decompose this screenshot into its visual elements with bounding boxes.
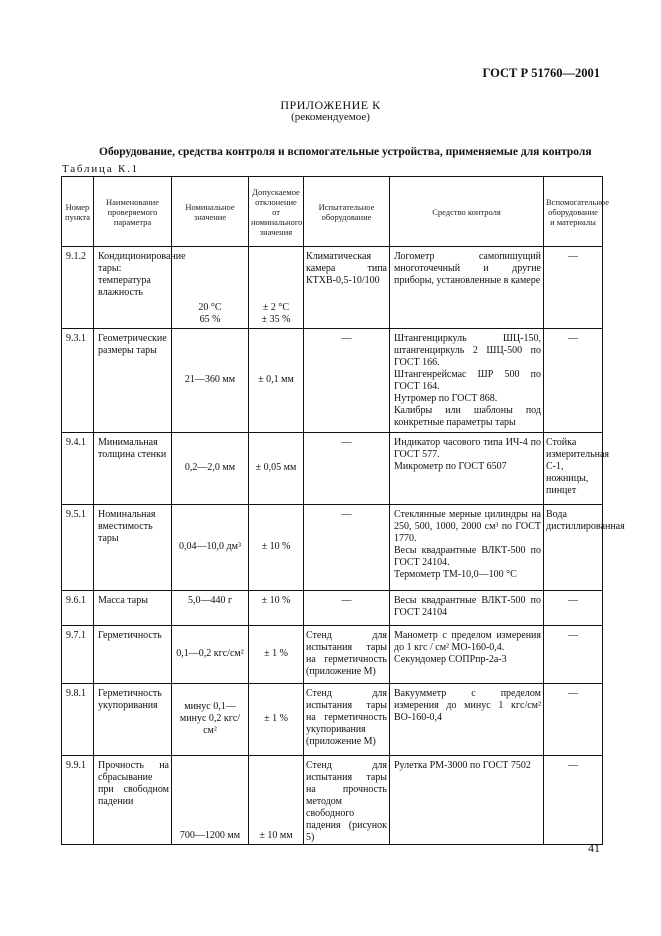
row-test-equipment: — <box>304 329 390 433</box>
row-nominal: минус 0,1—минус 0,2 кгс/см² <box>172 684 249 756</box>
row-number: 9.7.1 <box>62 626 94 684</box>
row-instrument-text: Стеклянные мерные цилиндры на 250, 500, 1000, 2000 см³ по ГОСТ 1770. Весы квадрантные ВЛКТ-500 по ГОСТ 24104. Термометр ТМ-10,0—100 °С <box>394 509 541 580</box>
row-parameter <box>94 247 186 329</box>
row-parameter: Герметичность укупоривания <box>94 684 172 756</box>
row-test-equipment: Стенд для испытания тары на прочность методом свободного падения (рисунок 5) <box>304 756 390 845</box>
row-instrument: Рулетка РМ-3000 по ГОСТ 7502 <box>390 756 544 845</box>
table-row <box>62 329 603 433</box>
row-auxiliary: Стойка измерительная С-1, ножницы, пинцет <box>544 433 603 505</box>
row-test-equipment: Стенд для испытания тары на герметичность укупоривания (приложение М) <box>304 684 390 756</box>
row-deviation: ± 0,05 мм <box>249 433 304 505</box>
row-deviation: ± 1 % <box>249 626 304 684</box>
row-auxiliary: — <box>544 247 603 329</box>
row-deviation: ± 10 % <box>249 505 304 591</box>
row-number: 9.6.1 <box>62 591 94 626</box>
table-header-row <box>62 177 603 247</box>
row-auxiliary: — <box>544 756 603 845</box>
row-test-equipment: Климатическая камера типа КТХВ-0,5-10/100 <box>304 247 390 329</box>
row-nominal: 0,1—0,2 кгс/см² <box>172 626 249 684</box>
row-parameter: Масса тары <box>94 591 172 626</box>
row-auxiliary: — <box>544 684 603 756</box>
row-deviation-text: ± 2 °С ± 35 % <box>261 302 291 325</box>
standard-number: ГОСТ Р 51760—2001 <box>482 66 600 80</box>
col-header-nominal: Номинальное значение <box>172 177 249 247</box>
row-deviation: ± 10 мм <box>249 756 304 845</box>
table-row <box>62 591 603 626</box>
col-header-auxiliary: Вспомогательное оборудование и материалы <box>544 177 603 247</box>
row-instrument <box>390 433 544 505</box>
table-row <box>62 756 603 845</box>
table-row <box>62 505 603 591</box>
row-test-equipment: — <box>304 591 390 626</box>
row-parameter: Геометрические размеры тары <box>94 329 172 433</box>
row-instrument <box>390 626 544 684</box>
row-test-equipment: Стенд для испытания тары на герметичность (приложение М) <box>304 626 390 684</box>
row-parameter-text: Кондиционирование тары: температура влажность <box>98 251 186 298</box>
row-instrument-text: Штангенциркуль ШЦ-150, штангенциркуль 2 ШЦ-500 по ГОСТ 166. Штангенрейсмас ШР 500 по ГОСТ 164. Нутромер по ГОСТ 868. Калибры или шаблоны под конкретные параметры тары <box>394 333 541 428</box>
table-row <box>62 684 603 756</box>
row-number: 9.8.1 <box>62 684 94 756</box>
row-nominal-text: 20 °С 65 % <box>198 302 222 325</box>
row-deviation <box>249 247 304 329</box>
row-number: 9.4.1 <box>62 433 94 505</box>
row-instrument <box>390 505 544 591</box>
table-row <box>62 247 603 329</box>
table-label: Таблица К.1 <box>62 163 139 175</box>
row-instrument-text: Манометр с пределом измерения до 1 кгс / см² МО-160-0,4. Секундомер СОПРпр-2а-3 <box>394 630 541 665</box>
row-deviation: ± 10 % <box>249 591 304 626</box>
row-nominal: 0,04—10,0 дм³ <box>172 505 249 591</box>
col-header-test-equipment: Испытательное оборудование <box>304 177 390 247</box>
col-header-instrument: Средство контроля <box>390 177 544 247</box>
row-instrument-text: Индикатор часового типа ИЧ-4 по ГОСТ 577. Микрометр по ГОСТ 6507 <box>394 437 541 472</box>
row-deviation: ± 1 % <box>249 684 304 756</box>
row-number: 9.9.1 <box>62 756 94 845</box>
table-row <box>62 433 603 505</box>
row-instrument <box>390 329 544 433</box>
row-nominal: 21—360 мм <box>172 329 249 433</box>
row-parameter: Номинальная вместимость тары <box>94 505 172 591</box>
row-deviation: ± 0,1 мм <box>249 329 304 433</box>
row-number: 9.1.2 <box>62 247 94 329</box>
row-parameter: Герметичность <box>94 626 172 684</box>
row-auxiliary: — <box>544 591 603 626</box>
col-header-number: Номер пункта <box>62 177 94 247</box>
row-parameter: Минимальная толщина стенки <box>94 433 172 505</box>
row-number: 9.5.1 <box>62 505 94 591</box>
page-number: 41 <box>588 841 600 855</box>
equipment-table <box>61 176 625 845</box>
row-instrument: Логометр самопишущий многоточечный и другие приборы, установленные в камере <box>390 247 544 329</box>
row-auxiliary: — <box>544 626 603 684</box>
row-auxiliary: Вода дистиллированная <box>544 505 603 591</box>
appendix-title: ПРИЛОЖЕНИЕ К <box>280 98 381 112</box>
row-instrument: Вакуумметр с пределом измерения до минус 1 кгс/см² ВО-160-0,4 <box>390 684 544 756</box>
table-row <box>62 626 603 684</box>
row-test-equipment: — <box>304 505 390 591</box>
col-header-deviation: Допускаемое отклонение от номинального значения <box>249 177 304 247</box>
table-caption: Оборудование, средства контроля и вспомогательные устройства, применяемые для контроля <box>99 146 592 158</box>
row-nominal: 0,2—2,0 мм <box>172 433 249 505</box>
row-nominal: 700—1200 мм <box>172 756 249 845</box>
row-nominal: 5,0—440 г <box>172 591 249 626</box>
row-auxiliary: — <box>544 329 603 433</box>
row-parameter: Прочность на сбрасывание при свободном падении <box>94 756 172 845</box>
appendix-subtitle: (рекомендуемое) <box>291 111 370 123</box>
row-number: 9.3.1 <box>62 329 94 433</box>
row-instrument: Весы квадрантные ВЛКТ-500 по ГОСТ 24104 <box>390 591 544 626</box>
col-header-parameter: Наименование проверяемого параметра <box>94 177 172 247</box>
row-test-equipment: — <box>304 433 390 505</box>
